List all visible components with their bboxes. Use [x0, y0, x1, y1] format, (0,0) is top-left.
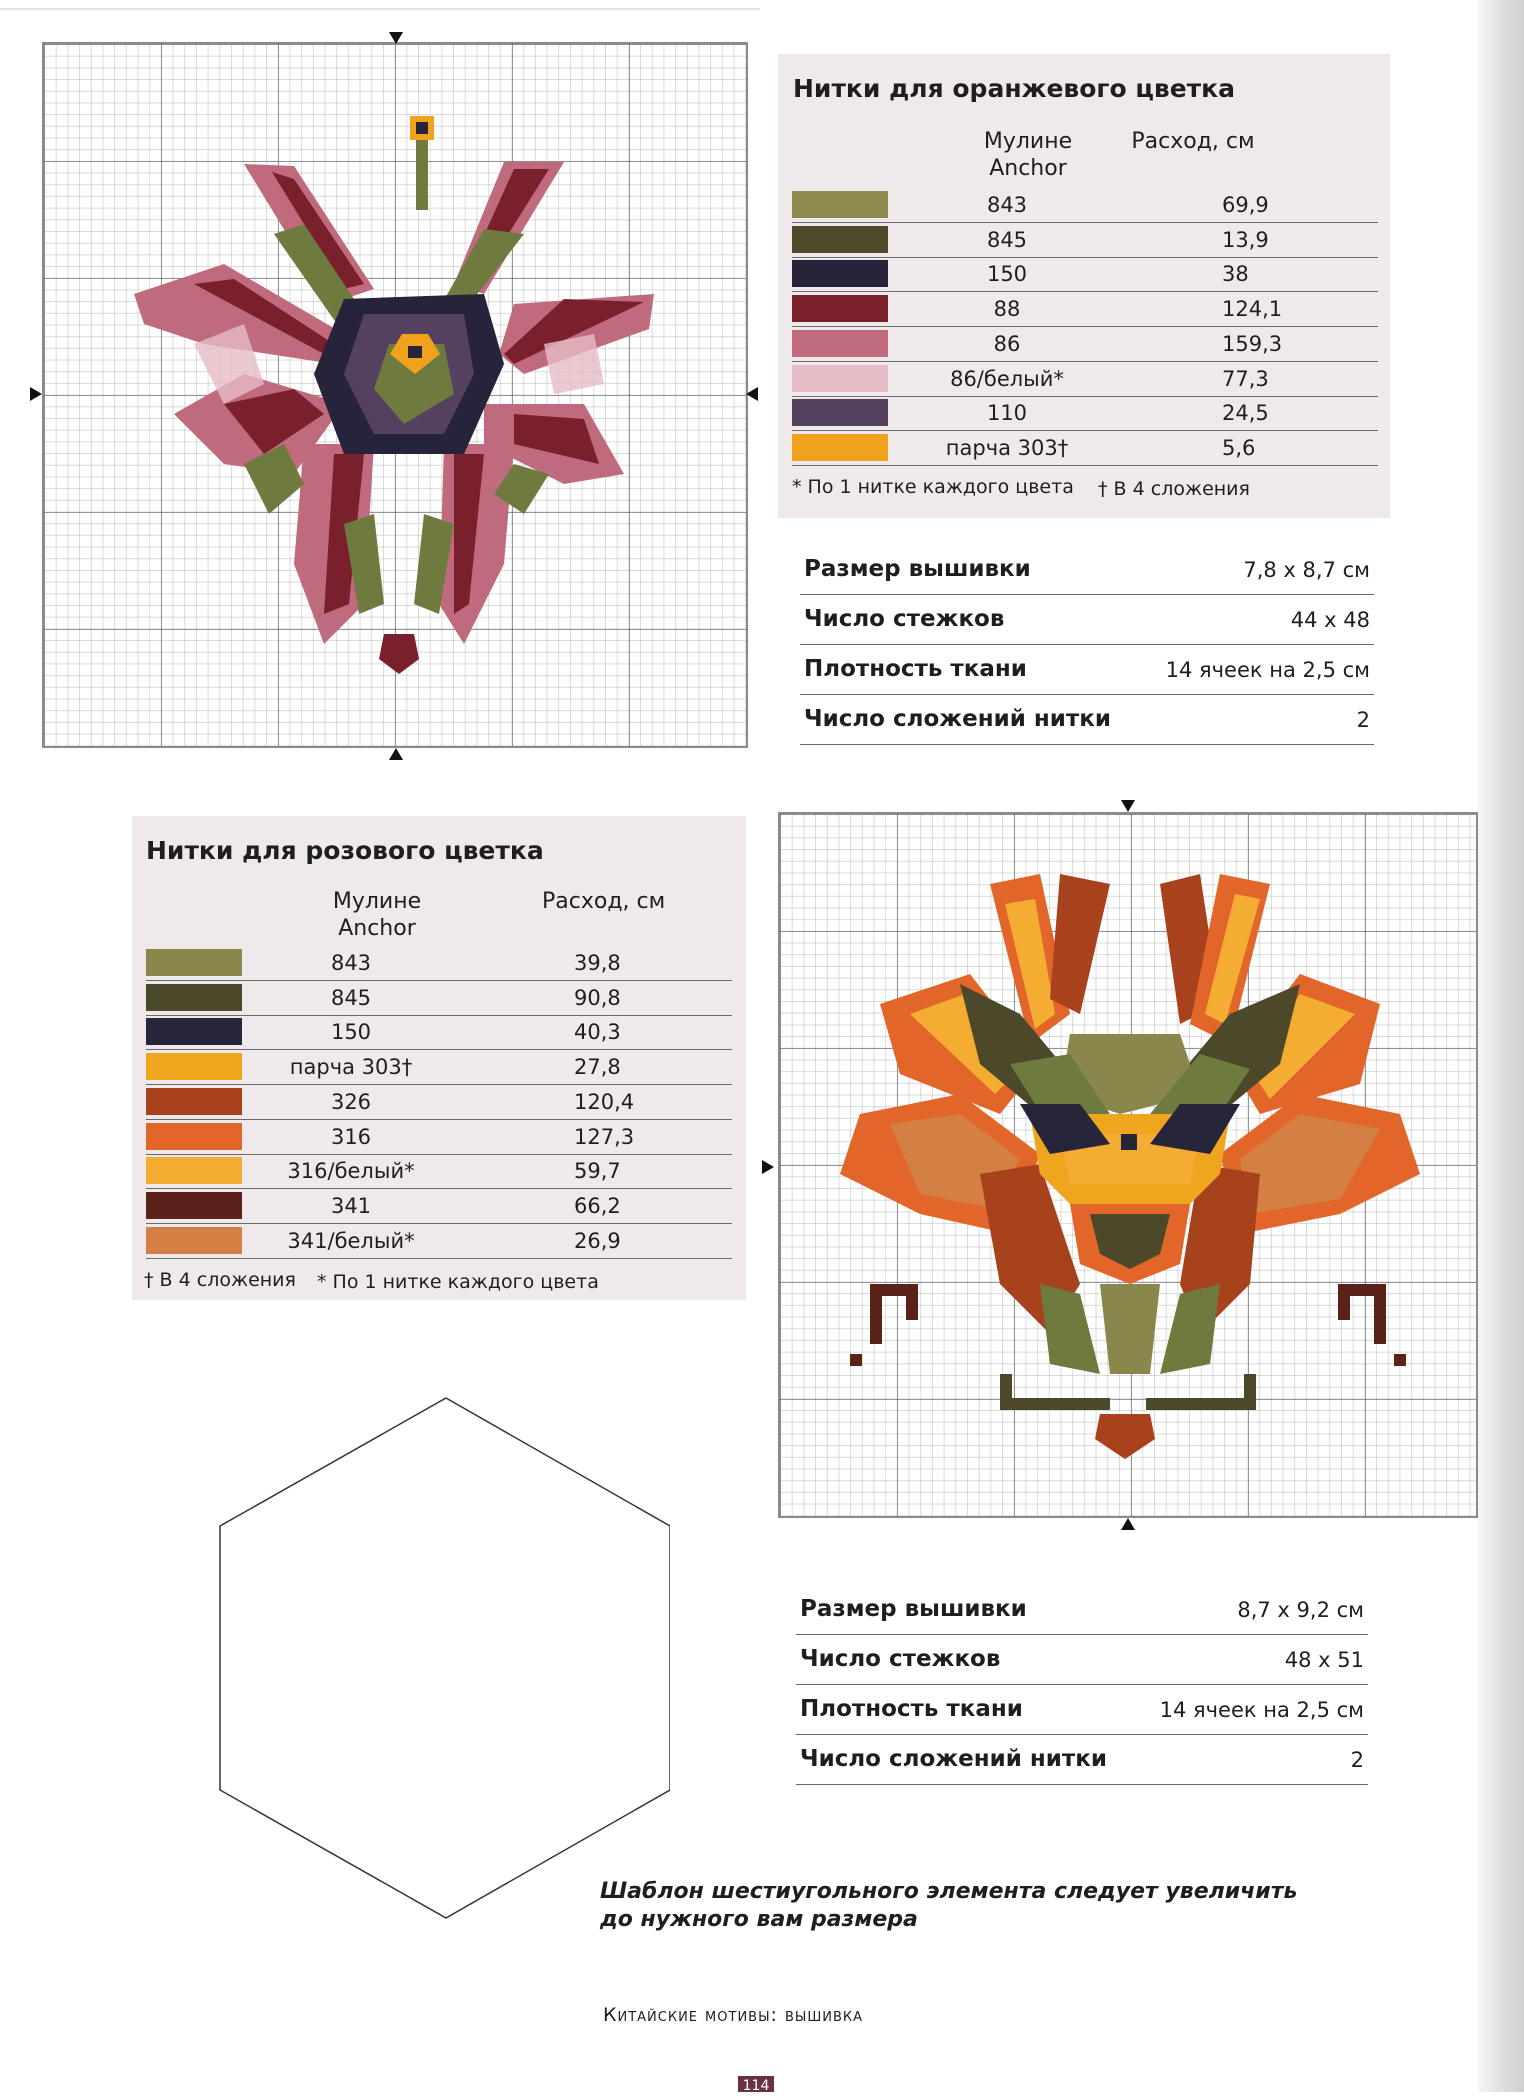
spec-label: Размер вышивки	[800, 1596, 1027, 1622]
pink-spec-row	[796, 1734, 1368, 1785]
orange-key-row	[792, 292, 1378, 327]
color-swatch	[146, 1227, 242, 1254]
center-marker-right-1	[746, 387, 758, 401]
center-marker-left-2	[762, 1160, 774, 1174]
specs-pink	[796, 1584, 1368, 1794]
color-swatch	[792, 191, 888, 218]
pink-key-row	[146, 1015, 732, 1050]
pink-key-row	[146, 1120, 732, 1155]
orange-spec-row	[800, 694, 1374, 745]
color-swatch	[146, 949, 242, 976]
pink-key-row	[146, 981, 732, 1016]
spec-value: 14 ячеек на 2,5 см	[1165, 658, 1370, 682]
footer-book-title: Китайские мотивы: вышивка	[603, 2004, 864, 2026]
key-note-pink-1: † В 4 сложения	[144, 1269, 296, 1291]
center-marker-top-2	[1121, 800, 1135, 812]
orange-spec-row	[800, 544, 1374, 595]
key-note-pink-2: * По 1 нитке каждого цвета	[317, 1271, 599, 1293]
key-header-thread-pink: Мулине Anchor	[332, 889, 422, 941]
center-marker-bottom-1	[389, 748, 403, 760]
key-title-orange: Нитки для оранжевого цветка	[793, 74, 1235, 103]
thread-code: 341	[330, 1193, 372, 1218]
key-note-orange-2: † В 4 сложения	[1098, 478, 1250, 500]
orange-key-row	[792, 362, 1378, 397]
thread-amount: 27,8	[574, 1055, 621, 1080]
spec-value: 8,7 x 9,2 см	[1237, 1598, 1364, 1622]
pink-spec-row	[796, 1634, 1368, 1685]
thread-code: 843	[330, 951, 372, 975]
page-number: 114	[738, 2076, 774, 2092]
thread-code: 845	[330, 985, 372, 1010]
spec-label: Число стежков	[800, 1646, 1001, 1672]
center-marker-left-1	[30, 387, 42, 401]
thread-code: 86/белый*	[950, 366, 1064, 391]
thread-code: 326	[330, 1089, 372, 1114]
orange-spec-row	[800, 644, 1374, 695]
color-swatch	[146, 1088, 242, 1115]
spec-label: Число сложений нитки	[800, 1746, 1107, 1772]
thread-amount: 5,6	[1222, 435, 1256, 460]
pink-key-row	[146, 1154, 732, 1189]
orange-key-row	[792, 257, 1378, 292]
hexagon-caption	[600, 1878, 1297, 1934]
spec-label: Плотность ткани	[800, 1696, 1023, 1722]
orange-key-row	[792, 396, 1378, 431]
thread-amount: 69,9	[1222, 193, 1269, 217]
pink-lily-motif	[44, 44, 746, 746]
thread-amount: 120,4	[574, 1089, 635, 1114]
color-swatch	[792, 330, 888, 357]
thread-code: 88	[993, 297, 1021, 322]
spec-label: Плотность ткани	[804, 656, 1027, 682]
thread-key-orange	[778, 54, 1390, 518]
thread-amount: 124,1	[1222, 297, 1283, 322]
color-swatch	[792, 365, 888, 392]
thread-code: 150	[330, 1020, 372, 1045]
color-swatch	[146, 1123, 242, 1150]
specs-orange	[800, 544, 1374, 754]
thread-code: 150	[986, 262, 1028, 287]
pink-key-row	[146, 946, 732, 981]
thread-key-pink	[132, 816, 746, 1300]
thread-code: 845	[986, 227, 1028, 252]
color-swatch	[792, 295, 888, 322]
key-header-amount-orange: Расход, см	[1131, 129, 1255, 154]
color-swatch	[146, 1192, 242, 1219]
spec-label: Число стежков	[804, 606, 1005, 632]
thread-amount: 90,8	[574, 985, 621, 1010]
color-swatch	[146, 984, 242, 1011]
spec-value: 44 x 48	[1290, 608, 1370, 632]
thread-amount: 24,5	[1222, 401, 1269, 426]
key-title-pink: Нитки для розового цветка	[146, 836, 544, 865]
thread-code: парча 303†	[289, 1055, 413, 1080]
color-swatch	[792, 260, 888, 287]
thread-amount: 77,3	[1222, 366, 1269, 391]
key-note-orange-1: * По 1 нитке каждого цвета	[792, 476, 1074, 498]
color-swatch	[146, 1157, 242, 1184]
pattern-chart-pink-lily	[42, 42, 748, 748]
orange-key-row	[792, 327, 1378, 362]
hexagon-template	[210, 1390, 670, 1930]
top-rule	[0, 8, 760, 10]
spec-value: 2	[1356, 708, 1370, 732]
orange-key-row	[792, 431, 1378, 466]
orange-spec-row	[800, 594, 1374, 645]
thread-code: 316/белый*	[287, 1159, 415, 1184]
pink-key-row	[146, 1224, 732, 1259]
color-swatch	[792, 434, 888, 461]
pink-spec-row	[796, 1684, 1368, 1735]
pink-key-row	[146, 1189, 732, 1224]
spec-value: 14 ячеек на 2,5 см	[1159, 1698, 1364, 1722]
spec-value: 48 x 51	[1284, 1648, 1364, 1672]
caption-line-2: до нужного вам размера	[600, 1907, 918, 1932]
center-marker-top-1	[389, 32, 403, 44]
thread-amount: 40,3	[574, 1020, 621, 1045]
color-swatch	[146, 1053, 242, 1080]
thread-amount: 39,8	[574, 951, 621, 975]
spec-label: Число сложений нитки	[804, 706, 1111, 732]
thread-amount: 59,7	[574, 1159, 621, 1184]
thread-amount: 38	[1222, 262, 1249, 287]
center-marker-bottom-2	[1121, 1518, 1135, 1530]
thread-code: 110	[986, 401, 1028, 426]
thread-amount: 26,9	[574, 1228, 621, 1253]
color-swatch	[792, 399, 888, 426]
thread-amount: 159,3	[1222, 331, 1283, 356]
thread-code: 341/белый*	[287, 1228, 415, 1253]
pink-spec-row	[796, 1584, 1368, 1635]
orange-key-row	[792, 188, 1378, 223]
thread-code: 316	[330, 1124, 372, 1149]
orange-key-row	[792, 223, 1378, 258]
thread-amount: 66,2	[574, 1193, 621, 1218]
key-header-amount-pink: Расход, см	[542, 889, 666, 914]
pattern-chart-orange-flower	[778, 812, 1478, 1518]
thread-code: 86	[993, 331, 1021, 356]
pink-key-row	[146, 1085, 732, 1120]
spec-label: Размер вышивки	[804, 556, 1031, 582]
caption-line-1: Шаблон шестиугольного элемента следует увеличить	[600, 1879, 1298, 1904]
thread-code: парча 303†	[945, 435, 1069, 460]
key-header-thread-orange: Мулине Anchor	[983, 129, 1073, 181]
spec-value: 7,8 x 8,7 см	[1243, 558, 1370, 582]
color-swatch	[792, 226, 888, 253]
thread-code: 843	[986, 193, 1028, 217]
color-swatch	[146, 1018, 242, 1045]
pink-key-row	[146, 1050, 732, 1085]
spec-value: 2	[1350, 1748, 1364, 1772]
thread-amount: 13,9	[1222, 227, 1269, 252]
thread-amount: 127,3	[574, 1124, 635, 1149]
orange-flower-motif	[780, 814, 1476, 1516]
page-gutter-shadow	[1478, 0, 1524, 2092]
